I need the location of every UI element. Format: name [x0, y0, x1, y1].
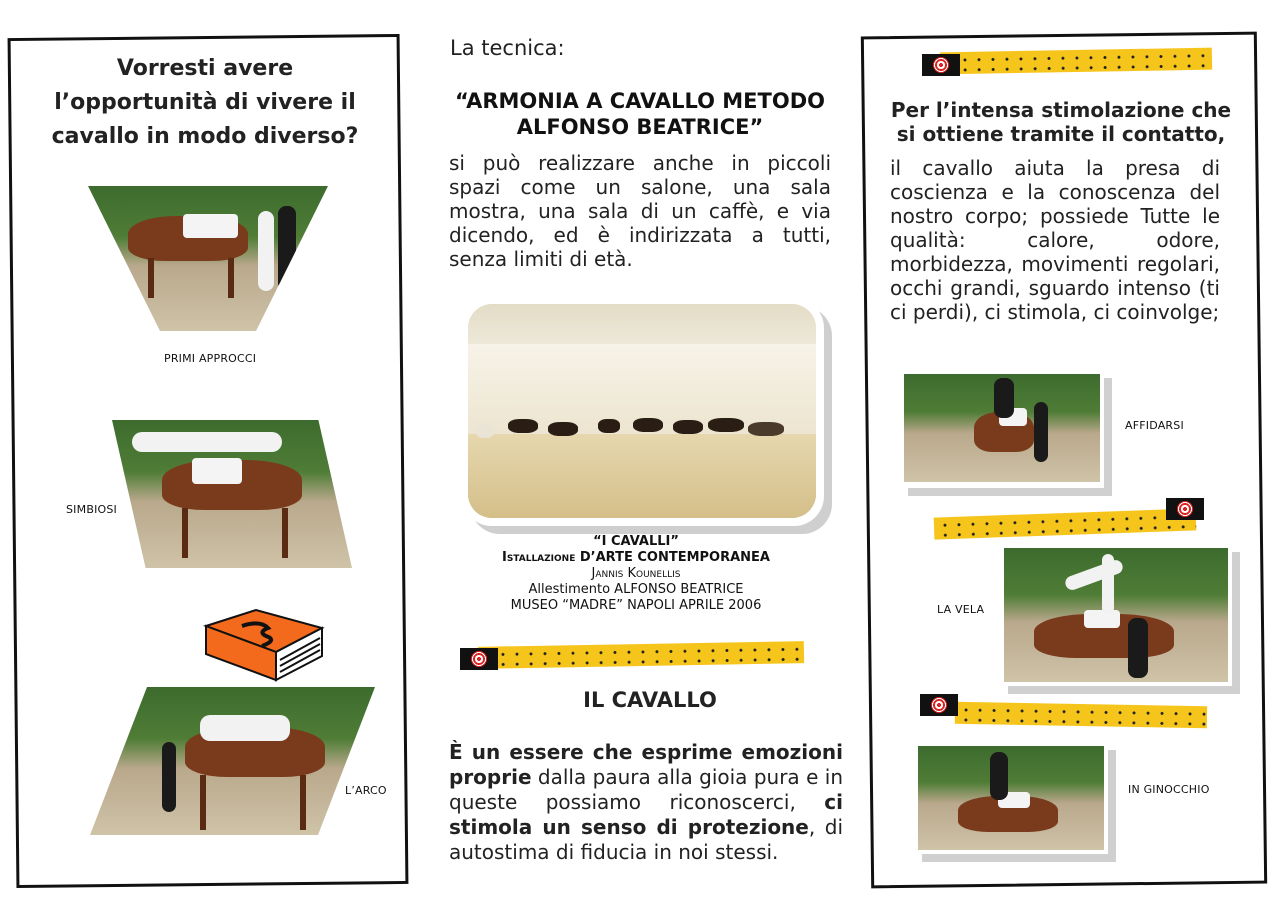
- target-icon: [1166, 498, 1204, 520]
- target-icon: [920, 694, 958, 716]
- target-icon: [922, 54, 960, 76]
- photo-la-vela: [1000, 544, 1232, 686]
- tape-divider-lower: [955, 702, 1207, 728]
- credits-museum: MUSEO “MADRE” NAPOLI APRILE 2006: [510, 598, 762, 613]
- tape-divider-center: [478, 641, 804, 669]
- photo-simbiosi: [112, 420, 352, 568]
- technique-paragraph: si può realizzare anche in piccoli spazi come un salone, una sala mostra, una sala di un caffè, e via dicendo, ed è indirizzata a tutti, senza limiti di età.: [449, 151, 831, 271]
- cavallo-paragraph: [449, 740, 843, 865]
- cavallo-bold-2: ci stimola un senso di protezione: [449, 790, 843, 839]
- credits-subtitle: Istallazione D’ARTE CONTEMPORANEA: [501, 550, 770, 565]
- credits-curator: Allestimento ALFONSO BEATRICE: [528, 582, 744, 597]
- caption-simbiosi: SIMBIOSI: [66, 503, 117, 516]
- installation-photo: [462, 298, 824, 526]
- credits-artist: Jannis Kounellis: [591, 566, 681, 581]
- left-heading: Vorresti avere l’opportunità di vivere il cavallo in modo diverso?: [51, 56, 359, 149]
- technique-label: La tecnica:: [450, 36, 565, 60]
- photo-in-ginocchio: [914, 742, 1108, 854]
- section-title-cavallo: IL CAVALLO: [583, 688, 717, 712]
- target-icon: [460, 648, 498, 670]
- installation-credits: [455, 534, 817, 614]
- book-icon: [196, 604, 330, 686]
- caption-la-vela: LA VELA: [937, 603, 985, 616]
- right-heading: Per l’intensa stimolazione che si ottiene tramite il contatto,: [890, 98, 1232, 146]
- caption-primi-approcci: PRIMI APPROCCI: [164, 352, 257, 365]
- credits-title: “I CAVALLI”: [593, 534, 679, 549]
- caption-arco: L’ARCO: [345, 784, 387, 797]
- caption-affidarsi: AFFIDARSI: [1125, 419, 1184, 432]
- caption-in-ginocchio: IN GINOCCHIO: [1128, 783, 1210, 796]
- photo-affidarsi: [900, 370, 1104, 488]
- cavallo-text-2: , di autostima di fiducia in noi stessi.: [449, 815, 844, 864]
- method-title: “ARMONIA A CAVALLO METODO ALFONSO BEATRICE”: [455, 89, 825, 139]
- cavallo-bold-1: È un essere che esprime emozioni proprie: [449, 740, 843, 789]
- right-paragraph: il cavallo aiuta la presa di coscienza e la conoscenza del nostro corpo; possiede Tutte le qualità: calore, odore, morbidezza, movimenti regolari, occhi grandi, sguardo intenso (ti ci perdi), ci stimola, ci coinvolge;: [890, 156, 1220, 324]
- cavallo-text-1: dalla paura alla gioia pura e in queste possiamo riconoscerci,: [449, 765, 843, 814]
